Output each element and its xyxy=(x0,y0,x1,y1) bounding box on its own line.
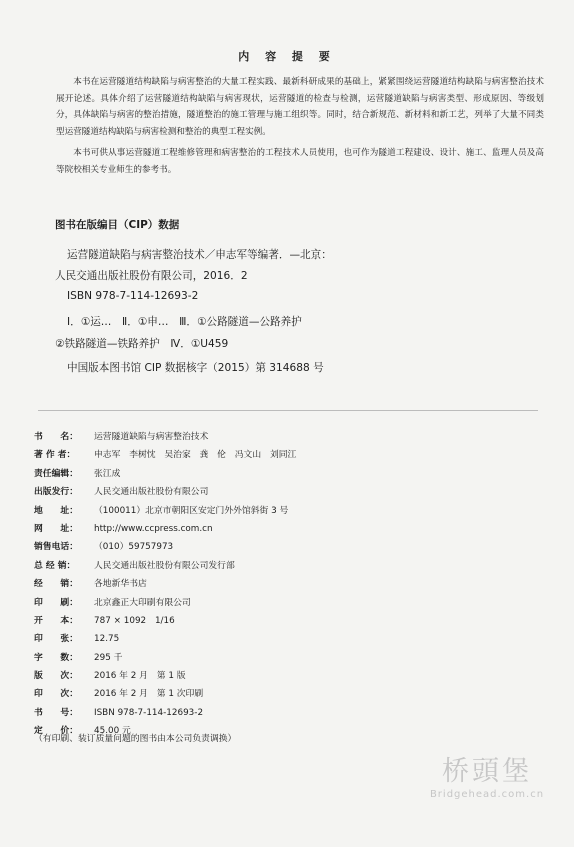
info-value: 45.00 元 xyxy=(94,726,131,737)
info-row-distributor xyxy=(34,557,554,575)
summary-text xyxy=(56,74,544,178)
info-label: 书 名： xyxy=(34,432,78,442)
info-label: 印 刷： xyxy=(34,597,78,608)
cip-line-2: 人民交通出版社股份有限公司，2016．2 xyxy=(55,270,248,282)
info-label: 出版发行： xyxy=(34,487,78,498)
cip-line-6: 中国版本图书馆 CIP 数据核字（2015）第 314688 号 xyxy=(67,362,324,374)
watermark-chinese: 桥頭堡 xyxy=(442,756,532,787)
info-value: 运营隧道缺陷与病害整治技术 xyxy=(94,432,209,442)
info-row-authors xyxy=(34,446,554,464)
watermark-logo xyxy=(428,755,546,811)
info-value: 张江成 xyxy=(94,468,121,479)
info-label: 印 次： xyxy=(34,689,78,700)
info-row-isbn xyxy=(34,704,554,722)
info-row-title xyxy=(34,428,554,446)
info-label: 定 价： xyxy=(34,726,78,737)
info-row-website xyxy=(34,520,554,538)
info-value: 申志军 李树忱 吴治家 龚 伦 冯文山 刘同江 xyxy=(94,450,297,461)
info-row-format xyxy=(34,612,554,630)
info-value: 12.75 xyxy=(94,634,120,645)
watermark-url: Bridgehead.com.cn xyxy=(429,789,545,800)
info-label: 著 作 者： xyxy=(34,450,76,461)
info-value: （100011）北京市朝阳区安定门外外馆斜街 3 号 xyxy=(94,505,289,516)
info-label: 印 张： xyxy=(34,634,78,645)
info-label: 总 经 销： xyxy=(34,560,76,571)
summary-heading: 内 容 提 要 xyxy=(238,50,336,63)
info-row-wordcount xyxy=(34,649,554,667)
info-label: 地 址： xyxy=(34,505,78,516)
summary-paragraph-2: 本书可供从事运营隧道工程维修管理和病害整治的工程技术人员使用，也可作为隧道工程建设、设计、施工、监理人员及高等院校相关专业师生的参考书。 xyxy=(56,148,544,175)
summary-paragraph-1: 本书在运营隧道结构缺陷与病害整治的大量工程实践、最新科研成果的基础上，紧紧围绕运营隧道结构缺陷与病害整治技术展开论述。具体介绍了运营隧道结构缺陷与病害现状，运营隧道的检查与检测，运营隧道缺陷与病害类型、形成原因、等级划分，具体缺陷与病害的整治措施，隧道整治的施工管理与施工组织等。同时，结合新规范、新材料和新工艺，列举了大量不同类型运营隧道结构缺陷与病害检测和整治的典型工程实例。 xyxy=(56,77,544,137)
cip-line-4: Ⅰ．①运… Ⅱ．①申… Ⅲ．①公路隧道—公路养护 xyxy=(67,316,302,328)
info-label: 经 销： xyxy=(34,579,78,590)
info-label: 书 号： xyxy=(34,707,78,718)
info-row-sheets xyxy=(34,630,554,648)
info-row-seller xyxy=(34,575,554,593)
cip-line-3: ISBN 978-7-114-12693-2 xyxy=(67,290,199,302)
info-row-publisher xyxy=(34,483,554,501)
info-row-printing xyxy=(34,685,554,703)
info-label: 字 数： xyxy=(34,652,78,663)
info-value: 人民交通出版社股份有限公司 xyxy=(94,487,209,498)
cip-line-5: ②铁路隧道—铁路养护 Ⅳ．①U459 xyxy=(55,338,229,350)
info-value: 北京鑫正大印刷有限公司 xyxy=(94,597,191,608)
info-value: ISBN 978-7-114-12693-2 xyxy=(94,707,204,718)
info-row-printer xyxy=(34,594,554,612)
info-label: 开 本： xyxy=(34,615,78,626)
info-row-edition xyxy=(34,667,554,685)
info-value: 2016 年 2 月 第 1 版 xyxy=(94,671,186,682)
info-label: 网 址： xyxy=(34,523,78,534)
info-label: 责任编辑： xyxy=(34,468,78,479)
divider-line xyxy=(38,410,538,411)
cip-title: 图书在版编目（CIP）数据 xyxy=(55,219,180,231)
info-label: 销售电话： xyxy=(34,542,78,553)
quality-note: （有印刷、装订质量问题的图书由本公司负责调换） xyxy=(34,734,237,744)
info-value: 787 × 1092 1/16 xyxy=(94,615,175,626)
info-value: 2016 年 2 月 第 1 次印刷 xyxy=(94,689,204,700)
info-value: 人民交通出版社股份有限公司发行部 xyxy=(94,560,235,571)
cip-line-1: 运营隧道缺陷与病害整治技术／申志军等编著．—北京： xyxy=(67,249,332,261)
info-row-address xyxy=(34,502,554,520)
info-value: （010）59757973 xyxy=(94,542,174,553)
info-value: 295 千 xyxy=(94,652,123,663)
info-label: 版 次： xyxy=(34,671,78,682)
info-value: 各地新华书店 xyxy=(94,579,147,590)
info-row-phone xyxy=(34,538,554,556)
info-value: http://www.ccpress.com.cn xyxy=(94,523,213,534)
info-row-editor xyxy=(34,465,554,483)
publication-info xyxy=(34,428,554,741)
